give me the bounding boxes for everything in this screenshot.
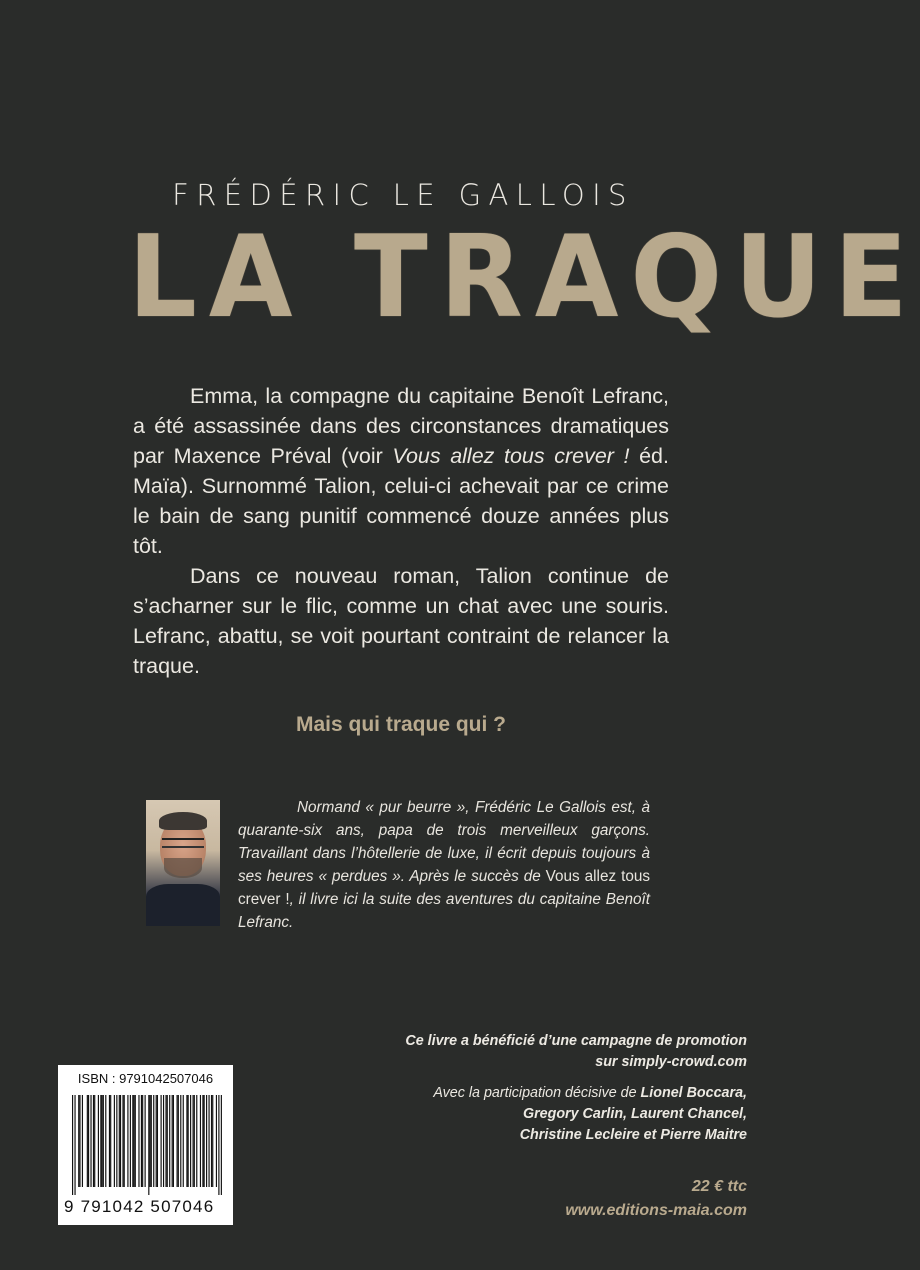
barcode-bar <box>114 1095 115 1187</box>
barcode-bar <box>88 1095 89 1187</box>
author-photo <box>146 800 220 926</box>
barcode-bar <box>93 1095 94 1187</box>
price: 22 € ttc <box>691 1178 747 1195</box>
barcode-bar <box>194 1095 195 1187</box>
barcode-bar <box>100 1095 101 1187</box>
blurb <box>133 381 669 681</box>
barcode-bar <box>180 1095 181 1187</box>
barcode-bar <box>132 1095 133 1187</box>
blurb-paragraph-2: Dans ce nouveau roman, Talion continue de s’acharner sur le flic, comme un chat avec une souris. Lefranc, abattu, se voit pourtant contraint de relancer la traque. <box>133 564 669 678</box>
barcode-bar <box>109 1095 110 1187</box>
previous-book-title: Vous allez tous crever ! <box>392 444 630 468</box>
promotion-note: Ce livre a bénéficié d’une campagne de promotion sur simply-crowd.com <box>405 1033 747 1070</box>
barcode-bar <box>216 1095 217 1187</box>
barcode-bar <box>200 1095 201 1187</box>
barcode-bar <box>98 1095 99 1187</box>
barcode-icon <box>72 1095 222 1195</box>
price-block <box>500 1175 747 1223</box>
barcode-bar <box>177 1095 178 1187</box>
barcode-bar <box>165 1095 166 1187</box>
barcode-bar <box>79 1095 80 1187</box>
barcode-bar <box>151 1095 152 1187</box>
tagline-question: Mais qui traque qui ? <box>295 713 506 736</box>
author-bio: Normand « pur beurre », Frédéric Le Gallois est, à quarante-six ans, papa de trois merveilleux garçons. Travaillant dans l’hôtellerie de luxe, il écrit depuis toujours à ses heures « perdues ». Après le succès de Vous allez tous crever !, il livre ici la suite des aventures du capitaine Benoît Lefranc. <box>238 799 651 931</box>
barcode-bar <box>105 1095 106 1187</box>
barcode-bar <box>127 1095 128 1187</box>
barcode-bar <box>192 1095 193 1187</box>
isbn-barcode <box>58 1065 233 1225</box>
barcode-bar <box>94 1095 95 1187</box>
barcode-bar <box>204 1095 205 1187</box>
barcode-bar <box>119 1095 120 1187</box>
barcode-bar <box>124 1095 125 1187</box>
barcode-bar <box>110 1095 111 1187</box>
barcode-bar <box>211 1095 212 1187</box>
barcode-bar <box>102 1095 103 1187</box>
barcode-bar <box>74 1095 75 1195</box>
publisher-website: www.editions-maia.com <box>565 1202 747 1219</box>
barcode-bar <box>130 1095 131 1187</box>
barcode-bar <box>202 1095 203 1187</box>
barcode-bar <box>183 1095 184 1187</box>
barcode-bar <box>186 1095 187 1187</box>
barcode-bar <box>133 1095 134 1187</box>
book-title: LA TRAQUE <box>128 211 920 344</box>
barcode-bar <box>142 1095 143 1187</box>
barcode-bar <box>167 1095 168 1187</box>
barcode-bar <box>218 1095 219 1195</box>
barcode-bar <box>173 1095 174 1187</box>
barcode-bar <box>163 1095 164 1187</box>
barcode-bar <box>188 1095 189 1187</box>
author-name: FRÉDÉRIC LE GALLOIS <box>172 178 634 212</box>
barcode-bar <box>116 1095 117 1187</box>
barcode-bar <box>122 1095 123 1187</box>
barcode-bar <box>212 1095 213 1187</box>
barcode-bar <box>148 1095 149 1195</box>
barcode-bar <box>169 1095 170 1187</box>
barcode-bar <box>156 1095 157 1187</box>
barcode-bar <box>141 1095 142 1187</box>
barcode-bar <box>78 1095 79 1187</box>
barcode-bar <box>120 1095 121 1187</box>
barcode-bar <box>221 1095 222 1195</box>
barcode-bar <box>157 1095 158 1187</box>
barcode-bar <box>153 1095 154 1187</box>
blurb-paragraph-1: Emma, la compagne du capitaine Benoît Lefranc, a été assassinée dans des circonstances dramatiques par Maxence Préval (voir Vous allez tous crever ! éd. Maïa). Surnommé Talion, celui-ci achevait par ce crime le bain de sang punitif commencé douze années plus tôt. <box>133 384 669 558</box>
barcode-bar <box>145 1095 146 1187</box>
barcode-bar <box>82 1095 83 1187</box>
barcode-bar <box>190 1095 191 1187</box>
barcode-bar <box>90 1095 91 1187</box>
barcode-bar <box>161 1095 162 1187</box>
barcode-bar <box>172 1095 173 1187</box>
barcode-bar <box>196 1095 197 1187</box>
barcode-bar <box>103 1095 104 1187</box>
barcode-bar <box>206 1095 207 1187</box>
barcode-bar <box>72 1095 73 1195</box>
isbn-label: ISBN : 9791042507046 <box>77 1071 214 1086</box>
participation-credits: Avec la participation décisive de Lionel Boccara, Gregory Carlin, Laurent Chancel, Christine Lecleire et Pierre Maitre <box>433 1085 747 1143</box>
barcode-bar <box>135 1095 136 1187</box>
barcode-bar <box>87 1095 88 1187</box>
barcode-bar <box>208 1095 209 1187</box>
barcode-bar <box>178 1095 179 1187</box>
bio-book-title: Vous allez tous crever ! <box>238 868 650 908</box>
barcode-digits: 9 791042 507046 <box>64 1197 215 1216</box>
barcode-bar <box>138 1095 139 1187</box>
barcode-bar <box>149 1095 150 1187</box>
